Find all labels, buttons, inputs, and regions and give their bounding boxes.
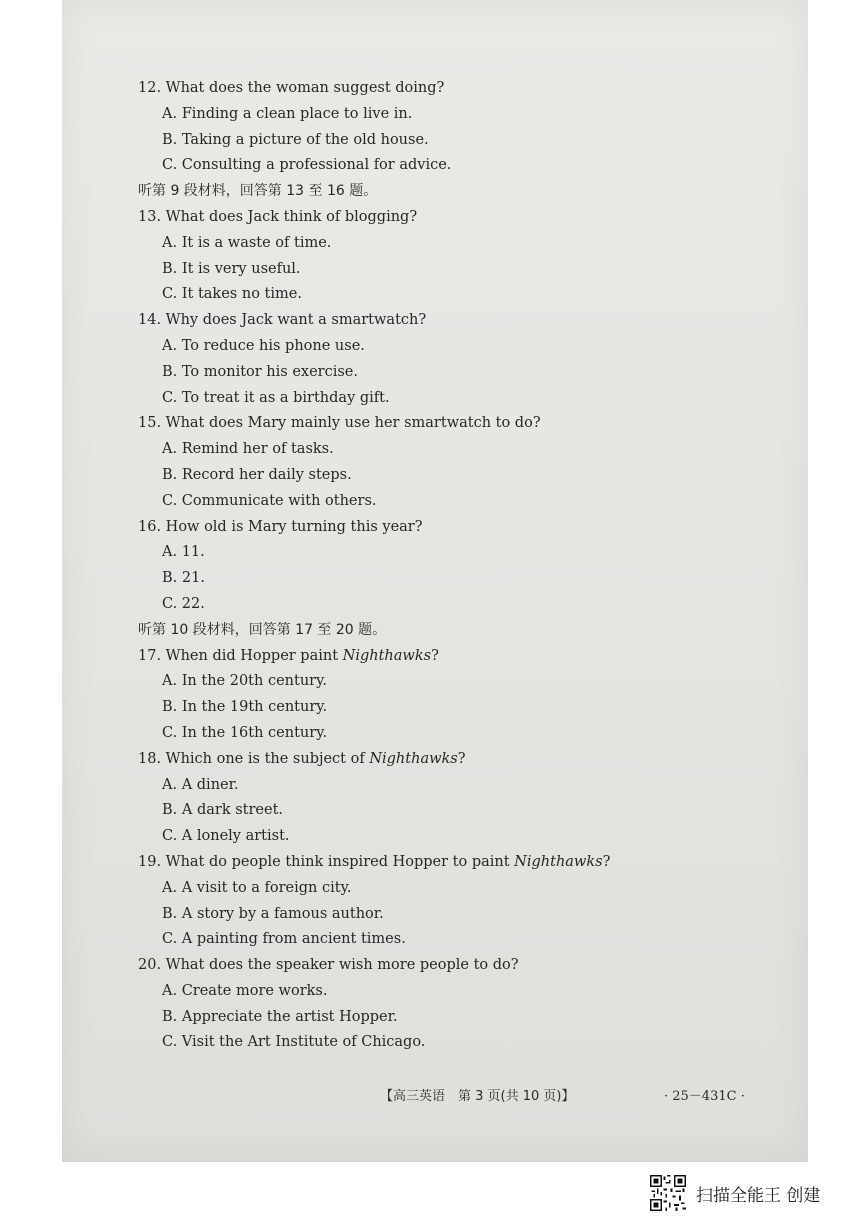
question-text-part: 18. Which one is the subject of [138, 750, 370, 767]
answer-option: B. A dark street. [162, 802, 284, 819]
question-text [138, 850, 758, 876]
scanner-watermark [650, 1174, 820, 1212]
answer-option: A. A visit to a foreign city. [162, 879, 352, 896]
question-mark: ? [602, 853, 611, 870]
artwork-title: Nighthawks [369, 750, 458, 767]
answer-option: B. Taking a picture of the old house. [162, 131, 429, 148]
question-text: 20. What does the speaker wish more people to do? [138, 957, 519, 974]
answer-option: A. Create more works. [162, 982, 328, 999]
question-list [138, 76, 758, 1056]
question-mark: ? [457, 750, 466, 767]
answer-option: A. To reduce his phone use. [162, 337, 365, 354]
question-text: 14. Why does Jack want a smartwatch? [138, 312, 427, 329]
question-text: 13. What does Jack think of blogging? [138, 208, 418, 225]
answer-option: A. Finding a clean place to live in. [162, 105, 413, 122]
answer-option: A. It is a waste of time. [162, 234, 332, 251]
exam-code: · 25－431C · [664, 1089, 745, 1104]
answer-option: A. A diner. [162, 776, 239, 793]
qr-code-icon [650, 1175, 686, 1211]
question-text: 16. How old is Mary turning this year? [138, 518, 423, 535]
answer-option: B. 21. [162, 570, 205, 587]
artwork-title: Nighthawks [514, 853, 603, 870]
page-number-label: 【高三英语 第 3 页(共 10 页)】 [380, 1089, 575, 1104]
question-text: 12. What does the woman suggest doing? [138, 80, 445, 96]
answer-option: C. Communicate with others. [162, 492, 377, 509]
question-text-part: 17. When did Hopper paint [138, 647, 343, 664]
question-mark: ? [431, 647, 439, 664]
answer-option: C. It takes no time. [162, 286, 302, 303]
question-text [138, 644, 758, 670]
answer-option: A. In the 20th century. [162, 673, 327, 690]
answer-option: C. Visit the Art Institute of Chicago. [162, 1034, 426, 1051]
answer-option: C. 22. [162, 595, 205, 612]
question-text: 15. What does Mary mainly use her smartwatch to do? [138, 415, 541, 432]
answer-option: C. A painting from ancient times. [162, 931, 406, 948]
watermark-text: 扫描全能王 创建 [696, 1185, 821, 1206]
answer-option: B. Appreciate the artist Hopper. [162, 1008, 398, 1025]
answer-option: B. Record her daily steps. [162, 466, 352, 483]
answer-option: C. Consulting a professional for advice. [162, 157, 452, 174]
answer-option: C. To treat it as a birthday gift. [162, 389, 390, 406]
answer-option: B. A story by a famous author. [162, 905, 384, 922]
artwork-title: Nighthawks [342, 647, 432, 664]
answer-option: A. 11. [162, 544, 205, 561]
question-text [138, 747, 758, 773]
answer-option: A. Remind her of tasks. [162, 441, 334, 458]
section-instruction: 听第 10 段材料，回答第 17 至 20 题。 [138, 621, 387, 638]
question-text-part: 19. What do people think inspired Hopper to paint [138, 853, 515, 870]
answer-option: B. In the 19th century. [162, 699, 328, 716]
answer-option: B. To monitor his exercise. [162, 363, 358, 380]
section-instruction: 听第 9 段材料，回答第 13 至 16 题。 [138, 183, 378, 200]
answer-option: C. A lonely artist. [162, 828, 290, 845]
answer-option: B. It is very useful. [162, 260, 301, 277]
answer-option: C. In the 16th century. [162, 724, 328, 741]
page-footer [62, 1085, 808, 1105]
